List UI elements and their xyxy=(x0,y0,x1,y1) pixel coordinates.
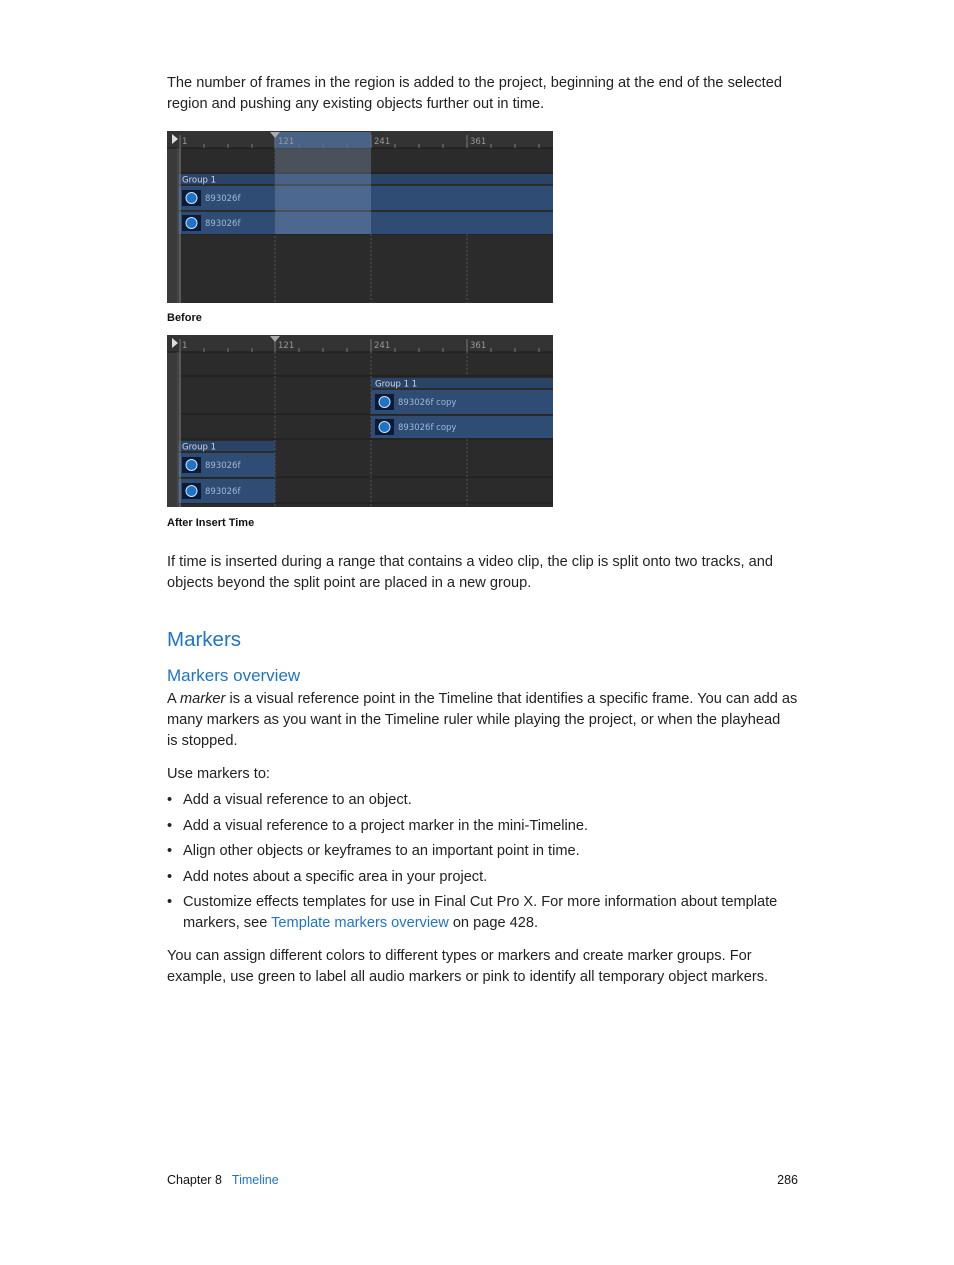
ruler-label: 361 xyxy=(470,341,487,351)
bullet-text: markers, see xyxy=(183,915,272,931)
clip-label: 893026f copy xyxy=(398,398,457,408)
ruler-label: 121 xyxy=(278,137,295,147)
bullet-text: Add a visual reference to an object. xyxy=(183,792,412,808)
section-title: Markers xyxy=(167,628,242,651)
figure-caption-after: After Insert Time xyxy=(167,517,255,529)
split-line-1: If time is inserted during a range that contains a video clip, the clip is split onto two tracks, and xyxy=(167,554,773,570)
ruler-label: 121 xyxy=(278,341,295,351)
ruler-label: 1 xyxy=(182,137,188,147)
overview-prefix: A xyxy=(167,691,180,707)
timeline-after-figure xyxy=(167,335,553,507)
bullet-text: on page 428. xyxy=(448,915,539,931)
ruler-label: 241 xyxy=(374,137,391,147)
page-number: 286 xyxy=(777,1173,798,1187)
closing-line-2: example, use green to label all audio markers or pink to identify all temporary object markers. xyxy=(167,969,769,985)
new-group-label: Group 1 1 xyxy=(375,379,418,390)
overview-line-2: many markers as you want in the Timeline ruler while playing the project, or when the playhead xyxy=(167,712,781,728)
clip-label: 893026f copy xyxy=(398,423,457,433)
subsection-title: Markers overview xyxy=(167,666,301,685)
intro-line-1: The number of frames in the region is added to the project, beginning at the end of the selected xyxy=(167,75,782,91)
clip-label: 893026f xyxy=(205,461,241,471)
overview-line-1: is a visual reference point in the Timeline that identifies a specific frame. You can add as xyxy=(225,691,798,707)
overview-line-3: is stopped. xyxy=(167,733,238,749)
split-line-2: objects beyond the split point are placed in a new group. xyxy=(167,575,532,591)
ruler-label: 361 xyxy=(470,137,487,147)
bullet-list xyxy=(167,790,807,939)
figure-caption-before: Before xyxy=(167,312,202,324)
timeline-before-figure xyxy=(167,131,553,303)
clip-label: 893026f xyxy=(205,487,241,497)
use-markers-intro: Use markers to: xyxy=(167,766,270,782)
clip-label: 893026f xyxy=(205,194,241,204)
footer-chapter-link[interactable]: Timeline xyxy=(231,1173,279,1187)
list-item: • Add a visual reference to a project marker in the mini-Timeline. xyxy=(167,817,589,834)
footer-chapter-number: Chapter 8 xyxy=(167,1173,222,1187)
bullet-text: Align other objects or keyframes to an important point in time. xyxy=(183,843,580,859)
list-item: • Add notes about a specific area in your project. xyxy=(167,868,488,885)
closing-line-1: You can assign different colors to different types or markers and create marker groups. For xyxy=(167,948,752,964)
intro-paragraph xyxy=(167,73,807,115)
closing-paragraph xyxy=(167,946,807,988)
overview-term: marker xyxy=(179,691,226,707)
bullet-text: Add a visual reference to a project marker in the mini-Timeline. xyxy=(183,817,589,834)
bullet-text: Customize effects templates for use in Final Cut Pro X. For more information about template xyxy=(183,894,778,910)
intro-line-2: region and pushing any existing objects further out in time. xyxy=(167,96,545,112)
ruler-label: 241 xyxy=(374,341,391,351)
split-paragraph xyxy=(167,552,807,594)
clip-label: 893026f xyxy=(205,219,241,229)
group-label: Group 1 xyxy=(182,175,216,186)
ruler-label: 1 xyxy=(182,341,188,351)
list-item: • Add a visual reference to an object. xyxy=(167,792,412,808)
footer-chapter xyxy=(167,1173,279,1187)
list-item: • Customize effects templates for use in Final Cut Pro X. For more information about template markers, see Template markers overview on page 428. xyxy=(167,894,778,931)
template-markers-link[interactable]: Template markers overview xyxy=(271,915,449,931)
overview-paragraph xyxy=(167,689,807,752)
group-label: Group 1 xyxy=(182,442,216,453)
list-item: • Align other objects or keyframes to an important point in time. xyxy=(167,843,580,859)
bullet-text: Add notes about a specific area in your project. xyxy=(183,868,488,885)
